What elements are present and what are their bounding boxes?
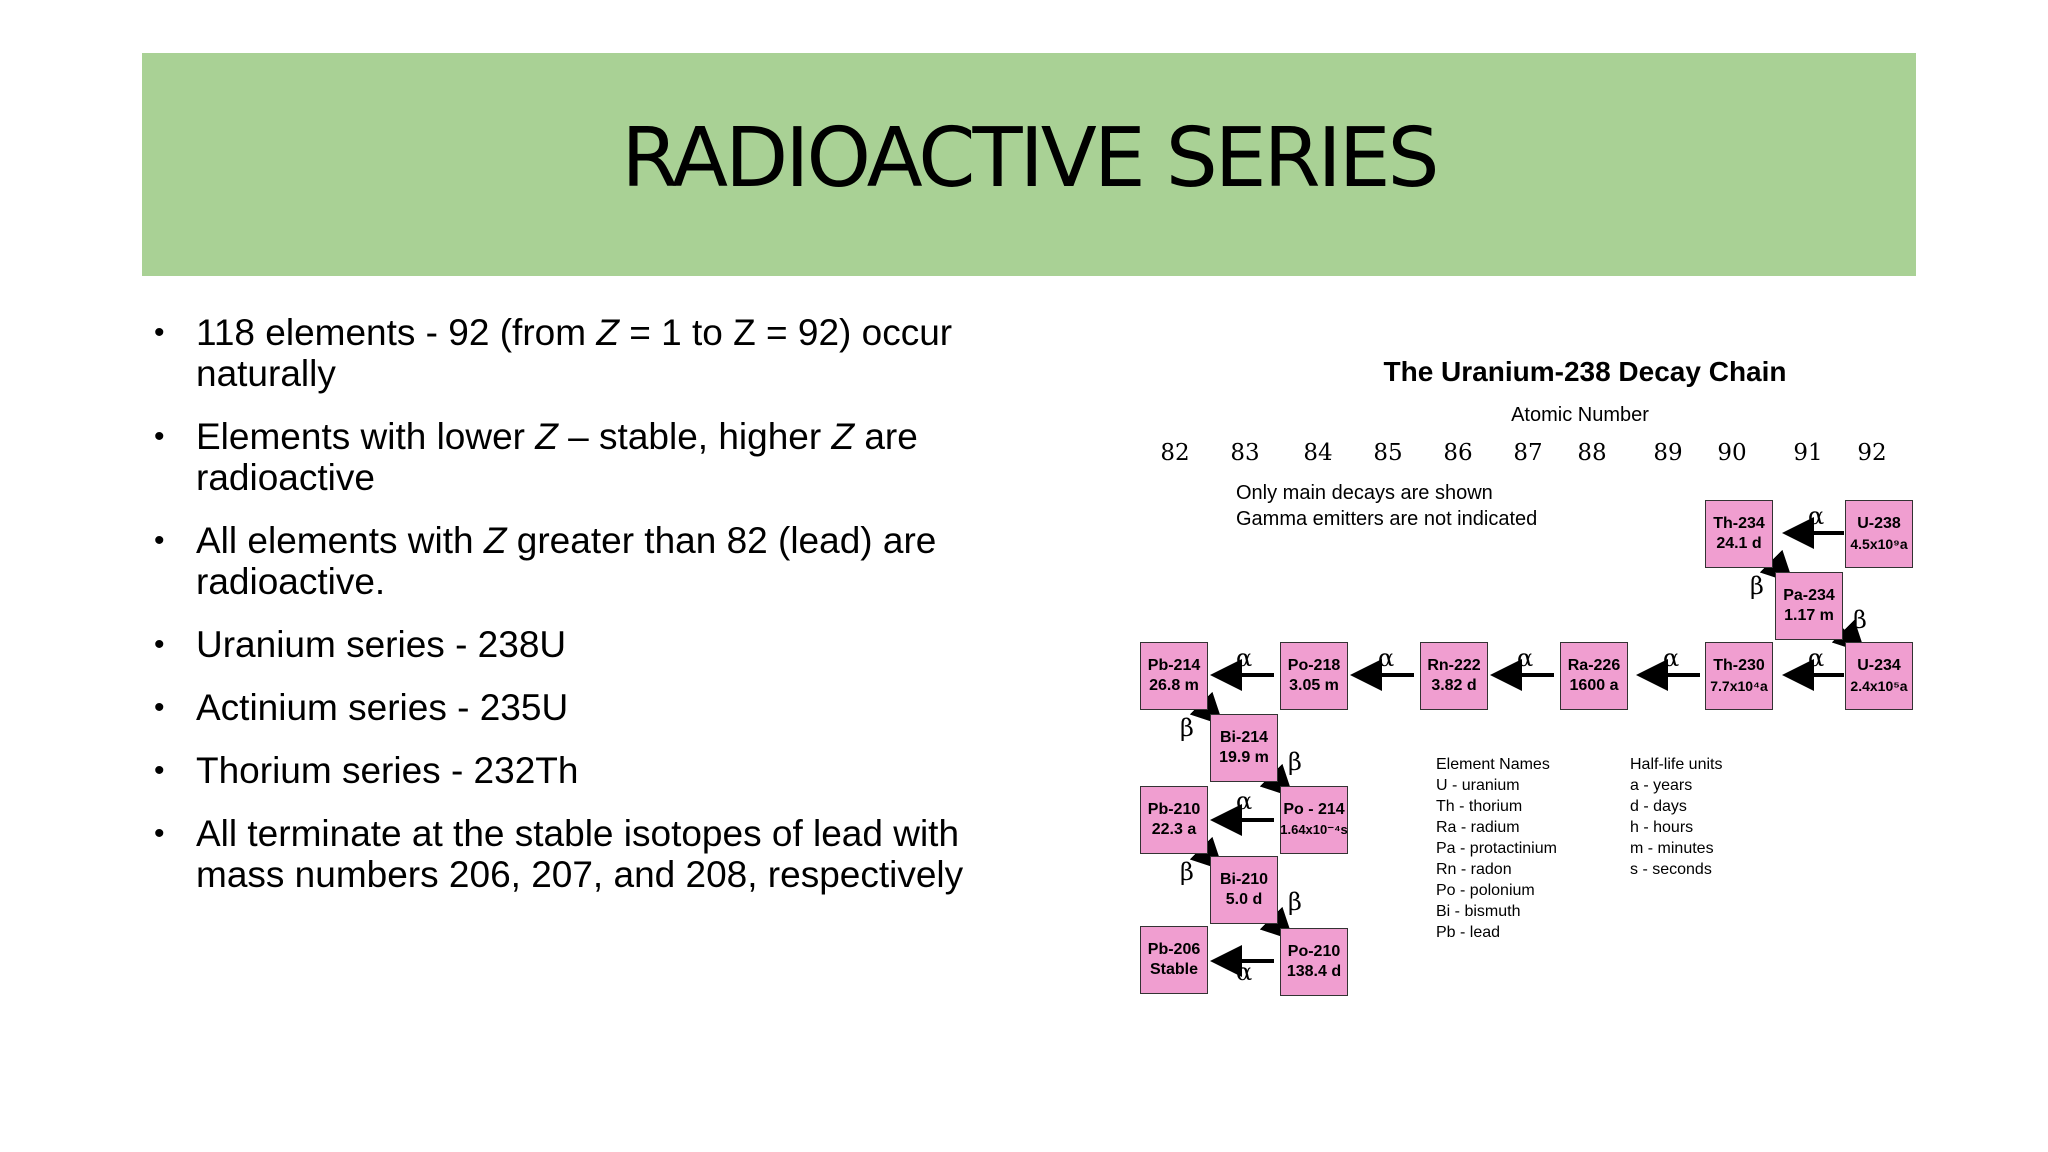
beta-symbol: β [1180, 858, 1194, 886]
atomic-number-label: 85 [1373, 440, 1403, 466]
nuclide-bi210: Bi-210 5.0 d [1210, 856, 1278, 924]
nuclide-pb206: Pb-206 Stable [1140, 926, 1208, 994]
half-life-units-legend: Half-life units a - years d - days h - hours m - minutes s - seconds [1630, 756, 1723, 878]
bullet-item: • Elements with lower Z – stable, higher Z are radioactive [154, 416, 918, 498]
alpha-symbol: α [1808, 502, 1825, 530]
alpha-symbol: α [1236, 787, 1253, 815]
alpha-symbol: α [1663, 644, 1680, 672]
bullet-dot: • [154, 316, 165, 349]
alpha-symbol: α [1236, 958, 1253, 986]
nuclide-po218: Po-218 3.05 m [1280, 642, 1348, 710]
bullet-dot: • [154, 691, 165, 724]
bullet-item: • 118 elements - 92 (from Z = 1 to Z = 92) occur naturally [154, 312, 953, 394]
nuclide-u238: U-238 4.5x10⁹a [1845, 500, 1913, 568]
bullet-dot: • [154, 524, 165, 557]
atomic-number-label: 89 [1653, 440, 1683, 466]
title-banner [142, 53, 1916, 276]
element-names-legend: Element Names U - uranium Th - thorium Ra - radium Pa - protactinium Rn - radon Po - polonium Bi - bismuth Pb - lead [1436, 756, 1557, 941]
nuclide-ra226: Ra-226 1600 a [1560, 642, 1628, 710]
nuclide-po214: Po - 214 1.64x10⁻⁴s [1280, 786, 1348, 854]
bullet-list [150, 312, 1030, 917]
beta-symbol: β [1180, 714, 1194, 742]
beta-symbol: β [1288, 748, 1302, 776]
beta-symbol: β [1853, 606, 1867, 634]
alpha-symbol: α [1808, 644, 1825, 672]
atomic-number-label: 82 [1160, 440, 1190, 466]
nuclide-rn222: Rn-222 3.82 d [1420, 642, 1488, 710]
nuclide-th230: Th-230 7.7x10⁴a [1705, 642, 1773, 710]
atomic-number-label: 83 [1230, 440, 1260, 466]
atomic-number-label: 86 [1443, 440, 1473, 466]
bullet-dot: • [154, 420, 165, 453]
atomic-number-label: 90 [1717, 440, 1747, 466]
bullet-dot: • [154, 754, 165, 787]
bullet-dot: • [154, 628, 165, 661]
nuclide-pb210: Pb-210 22.3 a [1140, 786, 1208, 854]
atomic-number-label: 92 [1857, 440, 1887, 466]
figure-note: Only main decays are shown [1236, 482, 1493, 504]
nuclide-po210: Po-210 138.4 d [1280, 928, 1348, 996]
alpha-symbol: α [1517, 644, 1534, 672]
axis-label: Atomic Number [1511, 404, 1649, 426]
beta-symbol: β [1288, 888, 1302, 916]
figure-note: Gamma emitters are not indicated [1236, 508, 1538, 530]
decay-chain-figure [1120, 340, 1940, 1020]
alpha-symbol: α [1378, 644, 1395, 672]
atomic-number-label: 88 [1577, 440, 1607, 466]
atomic-number-label: 87 [1513, 440, 1543, 466]
figure-title: The Uranium-238 Decay Chain [1383, 356, 1787, 387]
nuclide-u234: U-234 2.4x10⁵a [1845, 642, 1913, 710]
atomic-number-label: 84 [1303, 440, 1333, 466]
bullet-item: • All terminate at the stable isotopes of lead with mass numbers 206, 207, and 208, respectively [154, 813, 964, 895]
nuclide-pa234: Pa-234 1.17 m [1775, 572, 1843, 640]
alpha-symbol: α [1236, 644, 1253, 672]
nuclide-th234: Th-234 24.1 d [1705, 500, 1773, 568]
bullet-dot: • [154, 817, 165, 850]
bullet-item: • All elements with Z greater than 82 (lead) are radioactive. [154, 520, 937, 602]
bullet-item: • Uranium series - 238U [154, 624, 567, 665]
beta-symbol: β [1750, 572, 1764, 600]
bullet-item: • Thorium series - 232Th [154, 750, 579, 791]
nuclide-pb214: Pb-214 26.8 m [1140, 642, 1208, 710]
atomic-number-label: 91 [1793, 440, 1823, 466]
nuclide-bi214: Bi-214 19.9 m [1210, 714, 1278, 782]
slide-title: RADIOACTIVE SERIES [621, 111, 1437, 206]
bullet-item: • Actinium series - 235U [154, 687, 569, 728]
